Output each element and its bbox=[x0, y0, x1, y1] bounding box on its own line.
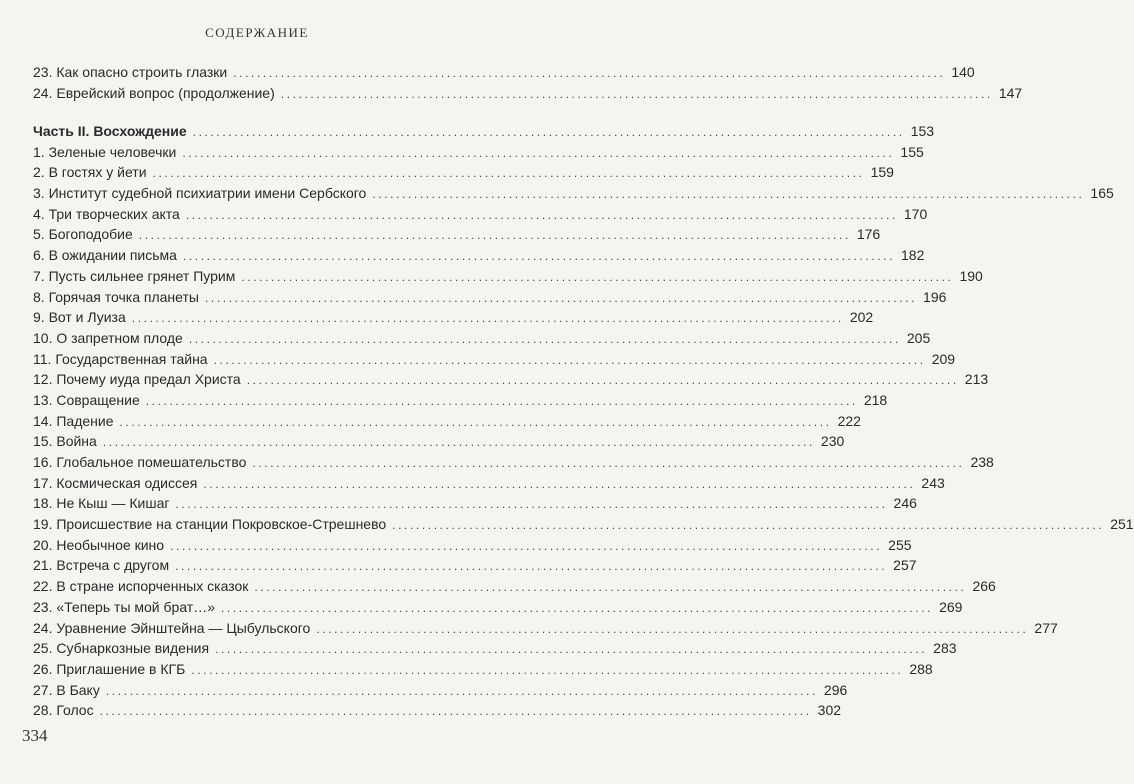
toc-entry-page: 213 bbox=[964, 371, 989, 388]
toc-part-heading bbox=[33, 121, 935, 142]
toc-entry-title: 1. Зеленые человечки bbox=[33, 143, 177, 160]
dot-leader: ........................................................................................................................ bbox=[213, 352, 926, 367]
toc-entry-title: 9. Вот и Луиза bbox=[33, 309, 126, 326]
toc-entry bbox=[33, 514, 1134, 535]
toc-entry bbox=[33, 369, 989, 390]
dot-leader: ........................................................................................................................ bbox=[175, 559, 888, 574]
dot-leader: ........................................................................................................................ bbox=[204, 290, 918, 305]
toc-entry-page: 218 bbox=[863, 391, 888, 408]
dot-leader: ........................................................................................................................ bbox=[170, 538, 883, 553]
toc-entry-title: 13. Совращение bbox=[33, 391, 140, 408]
toc-entry bbox=[33, 555, 917, 576]
dot-leader: ........................................................................................................................ bbox=[175, 497, 888, 512]
toc-entry-title: 8. Горячая точка планеты bbox=[33, 288, 199, 305]
toc-entry-page: 277 bbox=[1034, 619, 1058, 636]
toc-entry-title: 4. Три творческих акта bbox=[33, 205, 180, 222]
toc-entry-page: 165 bbox=[1090, 185, 1114, 202]
toc-entry-page: 283 bbox=[933, 640, 957, 657]
toc-entry-title: 23. «Теперь ты мой брат…» bbox=[33, 598, 215, 615]
dot-leader: ........................................................................................................................ bbox=[215, 642, 928, 657]
toc-entry-page: 209 bbox=[931, 350, 956, 367]
toc-entry bbox=[33, 659, 933, 680]
toc-entry-page: 269 bbox=[939, 598, 963, 615]
toc-entry-title: 2. В гостях у йети bbox=[33, 164, 147, 181]
toc-entry bbox=[33, 411, 861, 432]
dot-leader: ........................................................................................................................ bbox=[192, 125, 905, 139]
page-header: СОДЕРЖАНИЕ bbox=[205, 25, 309, 40]
toc-entry-page: 202 bbox=[849, 309, 874, 326]
toc-entry bbox=[33, 245, 925, 266]
toc-entry-title: 17. Космическая одиссея bbox=[33, 474, 198, 491]
toc-entry bbox=[33, 618, 1058, 639]
dot-leader: ........................................................................................................................ bbox=[252, 456, 965, 470]
toc-entry bbox=[33, 390, 888, 411]
dot-leader: ........................................................................................................................ bbox=[185, 207, 898, 222]
toc-entry bbox=[33, 576, 996, 597]
toc-entry-page: 147 bbox=[998, 84, 1023, 101]
dot-leader: ........................................................................................................................ bbox=[152, 166, 865, 181]
toc-entry-page: 230 bbox=[820, 433, 845, 450]
toc-entry-title: 26. Приглашение в КГБ bbox=[33, 660, 186, 677]
part-title: Часть II. Восхождение bbox=[33, 123, 187, 139]
toc-entry-title: 19. Происшествие на станции Покровское-Стрешнево bbox=[33, 516, 387, 533]
toc-entry bbox=[33, 287, 947, 308]
toc-entry-page: 251 bbox=[1110, 516, 1134, 533]
dot-leader: ........................................................................................................................ bbox=[254, 580, 967, 595]
toc-entry bbox=[33, 83, 1023, 104]
toc-entry-page: 255 bbox=[888, 536, 912, 553]
toc-entry-page: 238 bbox=[970, 454, 994, 470]
toc-entry-title: 25. Субнаркозные видения bbox=[33, 640, 210, 657]
dot-leader: ........................................................................................................................ bbox=[246, 373, 959, 388]
dot-leader: ........................................................................................................................ bbox=[102, 435, 815, 450]
dot-leader: ........................................................................................................................ bbox=[316, 621, 1029, 636]
dot-leader: ........................................................................................................................ bbox=[138, 228, 851, 243]
dot-leader: ........................................................................................................................ bbox=[99, 704, 812, 719]
toc-entry-page: 170 bbox=[903, 205, 928, 222]
toc-entry-title: 3. Институт судебной психиатрии имени Сербского bbox=[33, 185, 367, 202]
toc-entry bbox=[33, 680, 848, 701]
toc-part-section bbox=[33, 121, 1134, 721]
toc-entry-title: 22. В стране испорченных сказок bbox=[33, 578, 249, 595]
toc-entry-title: 24. Еврейский вопрос (продолжение) bbox=[33, 84, 275, 101]
toc-entry-title: 23. Как опасно строить глазки bbox=[33, 64, 228, 80]
toc-entry-page: 196 bbox=[923, 288, 947, 305]
toc-entry-title: 7. Пусть сильнее грянет Пурим bbox=[33, 267, 236, 284]
toc-entry-title: 6. В ожидании письма bbox=[33, 247, 177, 264]
toc-entry bbox=[33, 162, 894, 183]
toc-entry bbox=[33, 142, 924, 163]
page-number: 334 bbox=[22, 726, 48, 745]
dot-leader: ........................................................................................................................ bbox=[233, 66, 946, 80]
toc-entry-page: 246 bbox=[893, 495, 917, 512]
toc-entry-page: 190 bbox=[959, 267, 983, 284]
dot-leader: ........................................................................................................................ bbox=[182, 145, 895, 160]
toc-entry bbox=[33, 452, 994, 473]
toc-entry-page: 140 bbox=[951, 64, 975, 80]
toc-entry bbox=[33, 183, 1114, 204]
toc-top-section bbox=[33, 62, 1023, 103]
toc-entry-page: 288 bbox=[909, 660, 933, 677]
toc-entry bbox=[33, 266, 983, 287]
toc-entry bbox=[33, 204, 928, 225]
toc-entry bbox=[33, 328, 931, 349]
dot-leader: ........................................................................................................................ bbox=[221, 600, 934, 615]
toc-entry-title: 12. Почему иуда предал Христа bbox=[33, 371, 241, 388]
dot-leader: ........................................................................................................................ bbox=[241, 269, 954, 284]
dot-leader: ........................................................................................................................ bbox=[191, 662, 904, 677]
toc-entry-title: 24. Уравнение Эйнштейна — Цыбульского bbox=[33, 619, 311, 636]
dot-leader: ........................................................................................................................ bbox=[372, 187, 1085, 202]
toc-entry-page: 182 bbox=[901, 247, 925, 264]
toc-entry-page: 222 bbox=[837, 412, 861, 429]
dot-leader: ........................................................................................................................ bbox=[182, 249, 896, 264]
toc-entry-page: 155 bbox=[900, 143, 924, 160]
toc-entry-page: 159 bbox=[870, 164, 894, 181]
dot-leader: ........................................................................................................................ bbox=[105, 683, 818, 698]
dot-leader: ........................................................................................................................ bbox=[119, 414, 832, 429]
toc-entry-page: 302 bbox=[817, 702, 842, 719]
toc-entry-title: 15. Война bbox=[33, 433, 97, 450]
toc-entry bbox=[33, 224, 881, 245]
toc-entry-page: 296 bbox=[823, 681, 848, 698]
dot-leader: ........................................................................................................................ bbox=[280, 86, 993, 101]
toc-entry bbox=[33, 62, 975, 83]
toc-entry-title: 18. Не Кыш — Кишаг bbox=[33, 495, 170, 512]
toc-entry bbox=[33, 431, 845, 452]
dot-leader: ........................................................................................................................ bbox=[188, 331, 901, 346]
toc-entry-page: 266 bbox=[972, 578, 996, 595]
toc-entry-title: 10. О запретном плоде bbox=[33, 329, 183, 346]
toc-entry-title: 14. Падение bbox=[33, 412, 114, 429]
toc-entry-title: 27. В Баку bbox=[33, 681, 100, 698]
toc-entry bbox=[33, 700, 842, 721]
toc-entry-title: 21. Встреча с другом bbox=[33, 557, 170, 574]
toc-entry bbox=[33, 597, 963, 618]
toc-entry-page: 243 bbox=[921, 474, 945, 491]
toc-entry bbox=[33, 349, 956, 370]
toc-entry-title: 5. Богоподобие bbox=[33, 226, 133, 243]
toc-entry-page: 257 bbox=[893, 557, 917, 574]
toc-entry-title: 28. Голос bbox=[33, 702, 94, 719]
dot-leader: ........................................................................................................................ bbox=[145, 393, 858, 408]
toc-entry-title: 11. Государственная тайна bbox=[33, 350, 208, 367]
toc-entry-page: 205 bbox=[906, 329, 931, 346]
part-page: 153 bbox=[910, 123, 935, 139]
toc-entry bbox=[33, 535, 912, 556]
toc-entry-title: 20. Необычное кино bbox=[33, 536, 165, 553]
toc-entry-page: 176 bbox=[856, 226, 881, 243]
toc-entry bbox=[33, 493, 917, 514]
toc-entry bbox=[33, 638, 957, 659]
dot-leader: ........................................................................................................................ bbox=[203, 476, 916, 491]
toc-entry-title: 16. Глобальное помешательство bbox=[33, 454, 247, 470]
toc-entry bbox=[33, 307, 874, 328]
dot-leader: ........................................................................................................................ bbox=[131, 311, 844, 326]
toc-entry bbox=[33, 473, 945, 494]
dot-leader: ........................................................................................................................ bbox=[392, 518, 1105, 533]
